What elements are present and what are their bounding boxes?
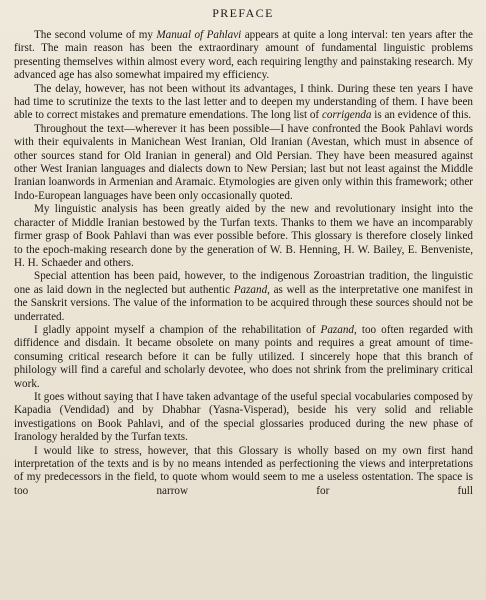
text-run: The second volume of my — [34, 29, 157, 41]
paragraph — [14, 445, 473, 499]
paragraph — [14, 83, 473, 123]
text-run: , as well as the interpretative one manifest in the Sanskrit versions. The value of the information to be acquired through these sources should not be underrated. — [14, 283, 473, 323]
text-run: It goes without saying that I have taken advantage of the useful special vocabularies composed by Kapadia (Vendidad) and by Dhabhar (Yasna-Visperad), beside his very solid and reliable investigations on Book Pahlavi, and of the special glossaries produced during the new phase of Iranology heralded by the Turfan texts. — [14, 390, 473, 444]
paragraph — [14, 324, 473, 391]
text-run: Throughout the text—wherever it has been possible—I have confronted the Book Pahlavi words with their equivalents in Manichean West Iranian, Old Iranian (Avestan, which must in absence of other sources stand for Old Iranian in general) and Old Persian. They have been measured against other West Iranian languages and dialects down to New Persian; last but not least against the Middle Iranian loanwords in Armenian and Aramaic. Etymologies are given only within this framework; other Indo-European languages have been only occasionally quoted. — [14, 122, 473, 202]
italic-term: Pazand — [320, 323, 354, 336]
text-run: My linguistic analysis has been greatly aided by the new and revolutionary insight into the character of Middle Iranian bestowed by the Turfan texts. Thanks to them we have an incomparably firmer grasp of Book Pahlavi than was ever possible before. This glossary is therefore closely linked to the epoch-making research done by the generation of W. B. Henning, H. W. Bailey, E. Benveniste, H. H. Schaeder and others. — [14, 203, 473, 269]
page-heading: PREFACE — [212, 6, 274, 20]
italic-term: Pazand — [233, 283, 268, 296]
text-run: The delay, however, has not been without its advantages, I think. During these ten years I have had time to scrutinize the texts to the last letter and to deepen my understanding of them. I have been able to correct mistakes and premature emendations. The long list of — [14, 82, 473, 122]
paragraph — [14, 29, 473, 83]
text-run: , too often regarded with diffidence and disdain. It became obsolete on many points and requires a great amount of time-consuming critical research before it can be fully utilized. I sincerely hope that this branch of philology will find a careful and scholarly devotee, who does not shrink from the preliminary critical work. — [14, 323, 473, 390]
italic-term: corrigenda — [321, 109, 372, 122]
text-run: I would like to stress, however, that this Glossary is wholly based on my own first hand interpretation of the texts and is by no means intended as perfectioning the views and interpretations of my predecessors in the field, to quote whom would seem to me a useless ostentation. The space is too narrow for full — [14, 444, 473, 497]
text-run: Special attention has been paid, however, to the indigenous Zoroastrian tradition, the linguistic one as laid down in the neglected but authentic — [14, 270, 473, 296]
paragraph — [14, 203, 473, 270]
text-run: I gladly appoint myself a champion of the rehabilitation of — [34, 323, 321, 336]
italic-term: Manual of Pahlavi — [156, 29, 242, 41]
paragraph — [14, 123, 473, 203]
text-run: appears at quite a long interval: ten years after the first. The main reason has been the extraordinary amount of fundamental linguistic problems presenting themselves within almost every word, each requiring lengthy and painstaking research. My advanced age has also somewhat impaired my efficiency. — [14, 29, 473, 82]
paragraph — [14, 391, 473, 445]
text-run: is an evidence of this. — [371, 109, 472, 122]
body-text — [14, 29, 473, 498]
paragraph — [14, 270, 473, 324]
